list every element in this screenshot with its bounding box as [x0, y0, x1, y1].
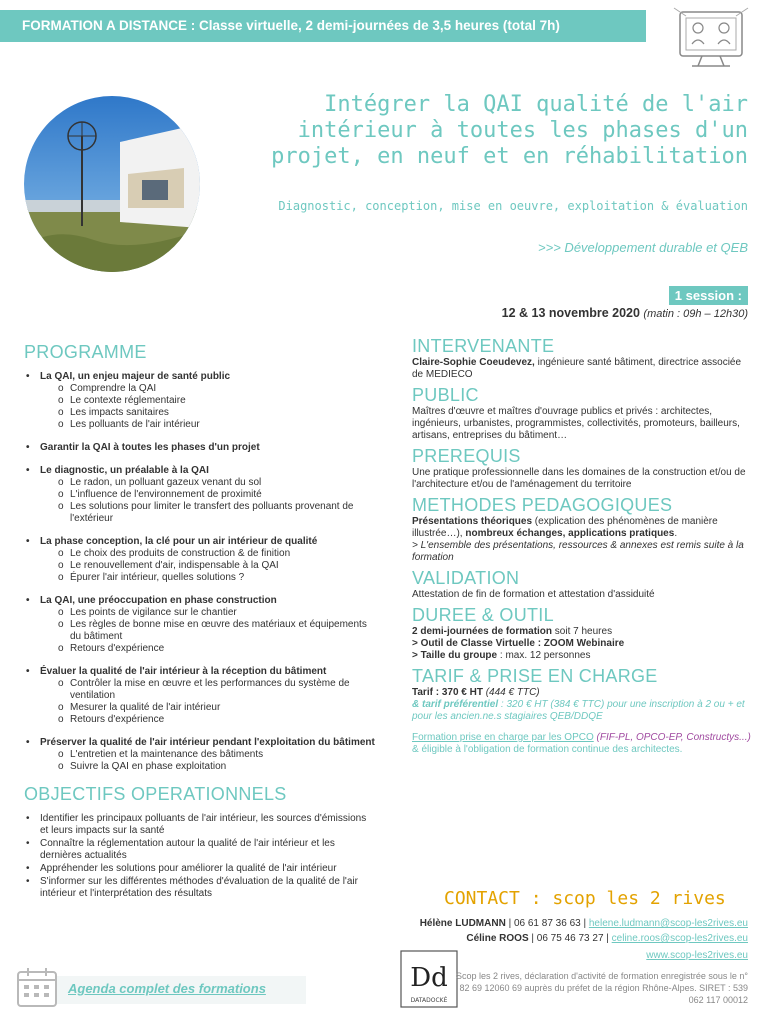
- objectif-item: [24, 863, 376, 875]
- contact-p1-email[interactable]: helene.ludmann@scop-les2rives.eu: [588, 918, 748, 929]
- course-title: Intégrer la QAI qualité de l'air intérieur à toutes les phases d'un projet, en neuf et en réhabilitation: [271, 92, 748, 169]
- contact-p2-phone: | 06 75 46 73 27 |: [528, 933, 612, 944]
- contact-title: CONTACT : scop les 2 rives: [444, 888, 726, 909]
- programme-subitem: [58, 383, 376, 395]
- programme-subitem-label: Épurer l'air intérieur, quelles solutions ?: [70, 572, 245, 583]
- sub-bullet-icon: o: [58, 501, 64, 512]
- programme-subitem: [58, 761, 376, 773]
- objectif-item: [24, 838, 376, 862]
- programme-subitem: [58, 548, 376, 560]
- bullet-icon: •: [26, 595, 30, 606]
- objectif-label: Identifier les principaux polluants de l'air intérieur, les sources d'émissions et leurs impacts sur la santé: [40, 813, 367, 836]
- sub-bullet-icon: o: [58, 678, 64, 689]
- objectifs-list: [24, 813, 376, 900]
- programme-sublist: [24, 678, 376, 726]
- programme-subitem: [58, 501, 376, 525]
- programme-subitem: [58, 749, 376, 761]
- programme-subitem: [58, 407, 376, 419]
- methodes-t2: .: [674, 528, 678, 539]
- programme-subitem: [58, 477, 376, 489]
- bullet-icon: •: [26, 666, 30, 677]
- sub-bullet-icon: o: [58, 489, 64, 500]
- sub-bullet-icon: o: [58, 607, 64, 618]
- prerequis-section: [412, 446, 752, 491]
- objectif-item: [24, 876, 376, 900]
- right-column: [412, 336, 752, 764]
- agenda-link[interactable]: Agenda complet des formations: [68, 981, 266, 996]
- intervenante-role: ingénieure santé bâtiment, directrice associée de MEDIECO: [412, 357, 742, 380]
- opco-rest: & éligible à l'obligation de formation continue des architectes.: [412, 744, 683, 755]
- intervenante-title: INTERVENANTE: [412, 336, 555, 356]
- contact-p2-name: Céline ROOS: [466, 933, 529, 944]
- objectifs-title: OBJECTIFS OPERATIONNELS: [24, 784, 287, 804]
- left-column: [24, 342, 376, 901]
- contact-person-1: [420, 916, 748, 931]
- programme-subitem-label: Les polluants de l'air intérieur: [70, 419, 200, 430]
- bullet-icon: •: [26, 876, 30, 887]
- duree-line-3: [412, 650, 752, 662]
- methodes-b1: Présentations théoriques: [412, 516, 533, 527]
- contact-p2-email[interactable]: celine.roos@scop-les2rives.eu: [611, 933, 748, 944]
- contact-p1-name: Hélène LUDMANN: [419, 918, 506, 929]
- bullet-icon: •: [26, 838, 30, 849]
- public-title: PUBLIC: [412, 385, 479, 405]
- programme-item-head: [24, 666, 376, 678]
- programme-subitem: [58, 678, 376, 702]
- programme-item: [24, 442, 376, 454]
- programme-item: [24, 465, 376, 525]
- public-section: [412, 385, 752, 442]
- sub-bullet-icon: o: [58, 749, 64, 760]
- session-hours: (matin : 09h – 12h30): [643, 308, 748, 320]
- duree-l2b: > Outil de Classe Virtuelle : ZOOM Webinaire: [412, 638, 625, 649]
- programme-item-label: Préserver la qualité de l'air intérieur pendant l'exploitation du bâtiment: [40, 737, 375, 748]
- contact-lines: [420, 916, 748, 946]
- bullet-icon: •: [26, 737, 30, 748]
- duree-section: [412, 605, 752, 662]
- duree-title: DUREE & OUTIL: [412, 605, 554, 625]
- opco-link[interactable]: Formation prise en charge par les OPCO: [412, 732, 594, 743]
- course-subtitle: Diagnostic, conception, mise en oeuvre, exploitation & évaluation: [278, 199, 748, 213]
- programme-subitem: [58, 607, 376, 619]
- bullet-icon: •: [26, 465, 30, 476]
- calendar-icon: [18, 968, 56, 1006]
- intervenante-name: Claire-Sophie Coeudevez,: [412, 357, 535, 368]
- duree-l1b: 2 demi-journées de formation: [412, 626, 553, 637]
- programme-item-label: La phase conception, la clé pour un air intérieur de qualité: [40, 536, 318, 547]
- intervenante-text: [412, 357, 752, 381]
- programme-subitem-label: Le radon, un polluant gazeux venant du sol: [70, 477, 262, 488]
- virtual-class-icon: [672, 6, 750, 72]
- programme-item-head: [24, 536, 376, 548]
- programme-item-label: Évaluer la qualité de l'air intérieur à la réception du bâtiment: [40, 666, 327, 677]
- programme-subitem: [58, 714, 376, 726]
- intervenante-section: [412, 336, 752, 381]
- programme-subitem-label: Retours d'expérience: [70, 643, 165, 654]
- sub-bullet-icon: o: [58, 619, 64, 630]
- bullet-icon: •: [26, 442, 30, 453]
- sub-bullet-icon: o: [58, 572, 64, 583]
- programme-sublist: [24, 383, 376, 431]
- methodes-b2: nombreux échanges, applications pratiques: [465, 528, 675, 539]
- session-date-text: 12 & 13 novembre 2020: [501, 306, 640, 320]
- bullet-icon: •: [26, 813, 30, 824]
- programme-item-label: La QAI, une préoccupation en phase construction: [40, 595, 277, 606]
- programme-subitem-label: Les points de vigilance sur le chantier: [70, 607, 237, 618]
- programme-subitem-label: Les règles de bonne mise en œuvre des matériaux et équipements du bâtiment: [70, 619, 367, 642]
- sub-bullet-icon: o: [58, 383, 64, 394]
- programme-item-head: [24, 371, 376, 383]
- tarif-l2: : 320 € HT (384 € TTC) pour une inscription à 2 ou + et pour les ancien.ne.s stagiaires QEB/DDQE: [412, 699, 745, 722]
- programme-subitem-label: Les impacts sanitaires: [70, 407, 169, 418]
- programme-subitem: [58, 489, 376, 501]
- programme-subitem-label: Contrôler la mise en œuvre et les performances du système de ventilation: [70, 678, 350, 701]
- duree-l3b: > Taille du groupe: [412, 650, 498, 661]
- methodes-note: > L'ensemble des présentations, ressources & annexes est remis suite à la formation: [412, 540, 744, 563]
- sub-bullet-icon: o: [58, 395, 64, 406]
- programme-subitem-label: Le choix des produits de construction & de finition: [70, 548, 291, 559]
- programme-item: [24, 595, 376, 655]
- session-date: [502, 306, 748, 320]
- tarif-line-2: [412, 699, 752, 723]
- objectif-label: Connaître la réglementation autour la qualité de l'air intérieur et les dernières actualités: [40, 838, 335, 861]
- sub-bullet-icon: o: [58, 761, 64, 772]
- programme-item: [24, 737, 376, 773]
- programme-item-head: [24, 442, 376, 454]
- programme-item: [24, 536, 376, 584]
- bullet-icon: •: [26, 863, 30, 874]
- building-photo: [24, 96, 200, 272]
- programme-subitem-label: Les solutions pour limiter le transfert des polluants provenant de l'extérieur: [70, 501, 354, 524]
- programme-sublist: [24, 607, 376, 655]
- programme-sublist: [24, 548, 376, 584]
- programme-subitem-label: Retours d'expérience: [70, 714, 165, 725]
- validation-section: [412, 568, 752, 601]
- bullet-icon: •: [26, 371, 30, 382]
- programme-subitem-label: L'entretien et la maintenance des bâtiments: [70, 749, 264, 760]
- tarif-l2b: & tarif préférentiel: [412, 699, 499, 710]
- programme-sublist: [24, 749, 376, 773]
- svg-text:DATADOCKÉ: DATADOCKÉ: [410, 997, 448, 1004]
- tarif-section: [412, 666, 752, 756]
- methodes-text: [412, 516, 752, 540]
- programme-subitem: [58, 395, 376, 407]
- programme-subitem-label: Comprendre la QAI: [70, 383, 157, 394]
- legal-notice: Scop les 2 rives, déclaration d'activité de formation enregistrée sous le n° 82 69 12060 69 auprès du préfet de la région Rhône-Alpes. SIRET : 539 062 117 00012: [456, 971, 748, 1005]
- programme-item: [24, 666, 376, 726]
- programme-subitem-label: Mesurer la qualité de l'air intérieur: [70, 702, 221, 713]
- programme-subitem-label: Suivre la QAI en phase exploitation: [70, 761, 227, 772]
- tarif-l1: (444 € TTC): [482, 687, 540, 698]
- bullet-icon: •: [26, 536, 30, 547]
- programme-subitem: [58, 560, 376, 572]
- methodes-title: METHODES PEDAGOGIQUES: [412, 495, 673, 515]
- objectif-item: [24, 813, 376, 837]
- sub-bullet-icon: o: [58, 643, 64, 654]
- tarif-line-1: [412, 687, 752, 699]
- contact-p1-phone: | 06 61 87 36 63 |: [505, 918, 589, 929]
- svg-text:Dd: Dd: [410, 963, 448, 993]
- programme-subitem: [58, 419, 376, 431]
- course-category: >>> Développement durable et QEB: [538, 240, 748, 255]
- programme-item-head: [24, 737, 376, 749]
- programme-item: [24, 371, 376, 431]
- validation-text: Attestation de fin de formation et attestation d'assiduité: [412, 589, 655, 600]
- sub-bullet-icon: o: [58, 548, 64, 559]
- sub-bullet-icon: o: [58, 419, 64, 430]
- opco-detail: (FIF-PL, OPCO-EP, Constructys...): [593, 732, 751, 743]
- tarif-title: TARIF & PRISE EN CHARGE: [412, 666, 658, 686]
- prerequis-title: PREREQUIS: [412, 446, 521, 466]
- prerequis-text: Une pratique professionnelle dans les domaines de la construction et/ou de l'architecture et/ou de l'aménagement du territoire: [412, 467, 746, 490]
- public-text: Maîtres d'œuvre et maîtres d'ouvrage publics et privés : architectes, ingénieurs, urbanistes, programmistes, collectivités, promoteurs, bailleurs, artisans, entreprises du bâtiment…: [412, 406, 740, 441]
- duree-l1: soit 7 heures: [552, 626, 613, 637]
- validation-title: VALIDATION: [412, 568, 520, 588]
- sub-bullet-icon: o: [58, 407, 64, 418]
- sub-bullet-icon: o: [58, 714, 64, 725]
- tarif-l1b: Tarif : 370 € HT: [412, 687, 483, 698]
- programme-sublist: [24, 477, 376, 525]
- format-banner: FORMATION A DISTANCE : Classe virtuelle, 2 demi-journées de 3,5 heures (total 7h): [0, 10, 646, 42]
- methodes-t1: (explication des phénomènes de manière illustrée…),: [412, 516, 718, 539]
- objectif-label: S'informer sur les différentes méthodes d'évaluation de la qualité de l'air intérieur et l'interprétation des résultats: [40, 876, 358, 899]
- programme-subitem-label: L'influence de l'environnement de proximité: [70, 489, 262, 500]
- programme-item-label: La QAI, un enjeu majeur de santé public: [40, 371, 231, 382]
- duree-l3: : max. 12 personnes: [497, 650, 591, 661]
- programme-title: PROGRAMME: [24, 342, 147, 362]
- duree-line-1: [412, 626, 752, 638]
- sub-bullet-icon: o: [58, 477, 64, 488]
- programme-item-head: [24, 465, 376, 477]
- programme-subitem-label: Le renouvellement d'air, indispensable à la QAI: [70, 560, 279, 571]
- programme-subitem: [58, 643, 376, 655]
- programme-subitem: [58, 619, 376, 643]
- programme-list: [24, 371, 376, 773]
- methodes-section: [412, 495, 752, 564]
- programme-subitem: [58, 702, 376, 714]
- programme-item-label: Garantir la QAI à toutes les phases d'un projet: [40, 442, 260, 453]
- programme-subitem: [58, 572, 376, 584]
- contact-person-2: [420, 931, 748, 946]
- programme-subitem-label: Le contexte réglementaire: [70, 395, 186, 406]
- tarif-opco: [412, 732, 752, 756]
- programme-item-label: Le diagnostic, un préalable à la QAI: [40, 465, 209, 476]
- duree-line-2: [412, 638, 752, 650]
- programme-item-head: [24, 595, 376, 607]
- session-badge: 1 session :: [669, 286, 748, 305]
- website-link[interactable]: www.scop-les2rives.eu: [646, 950, 748, 961]
- objectif-label: Appréhender les solutions pour améliorer la qualité de l'air intérieur: [40, 863, 337, 874]
- sub-bullet-icon: o: [58, 702, 64, 713]
- sub-bullet-icon: o: [58, 560, 64, 571]
